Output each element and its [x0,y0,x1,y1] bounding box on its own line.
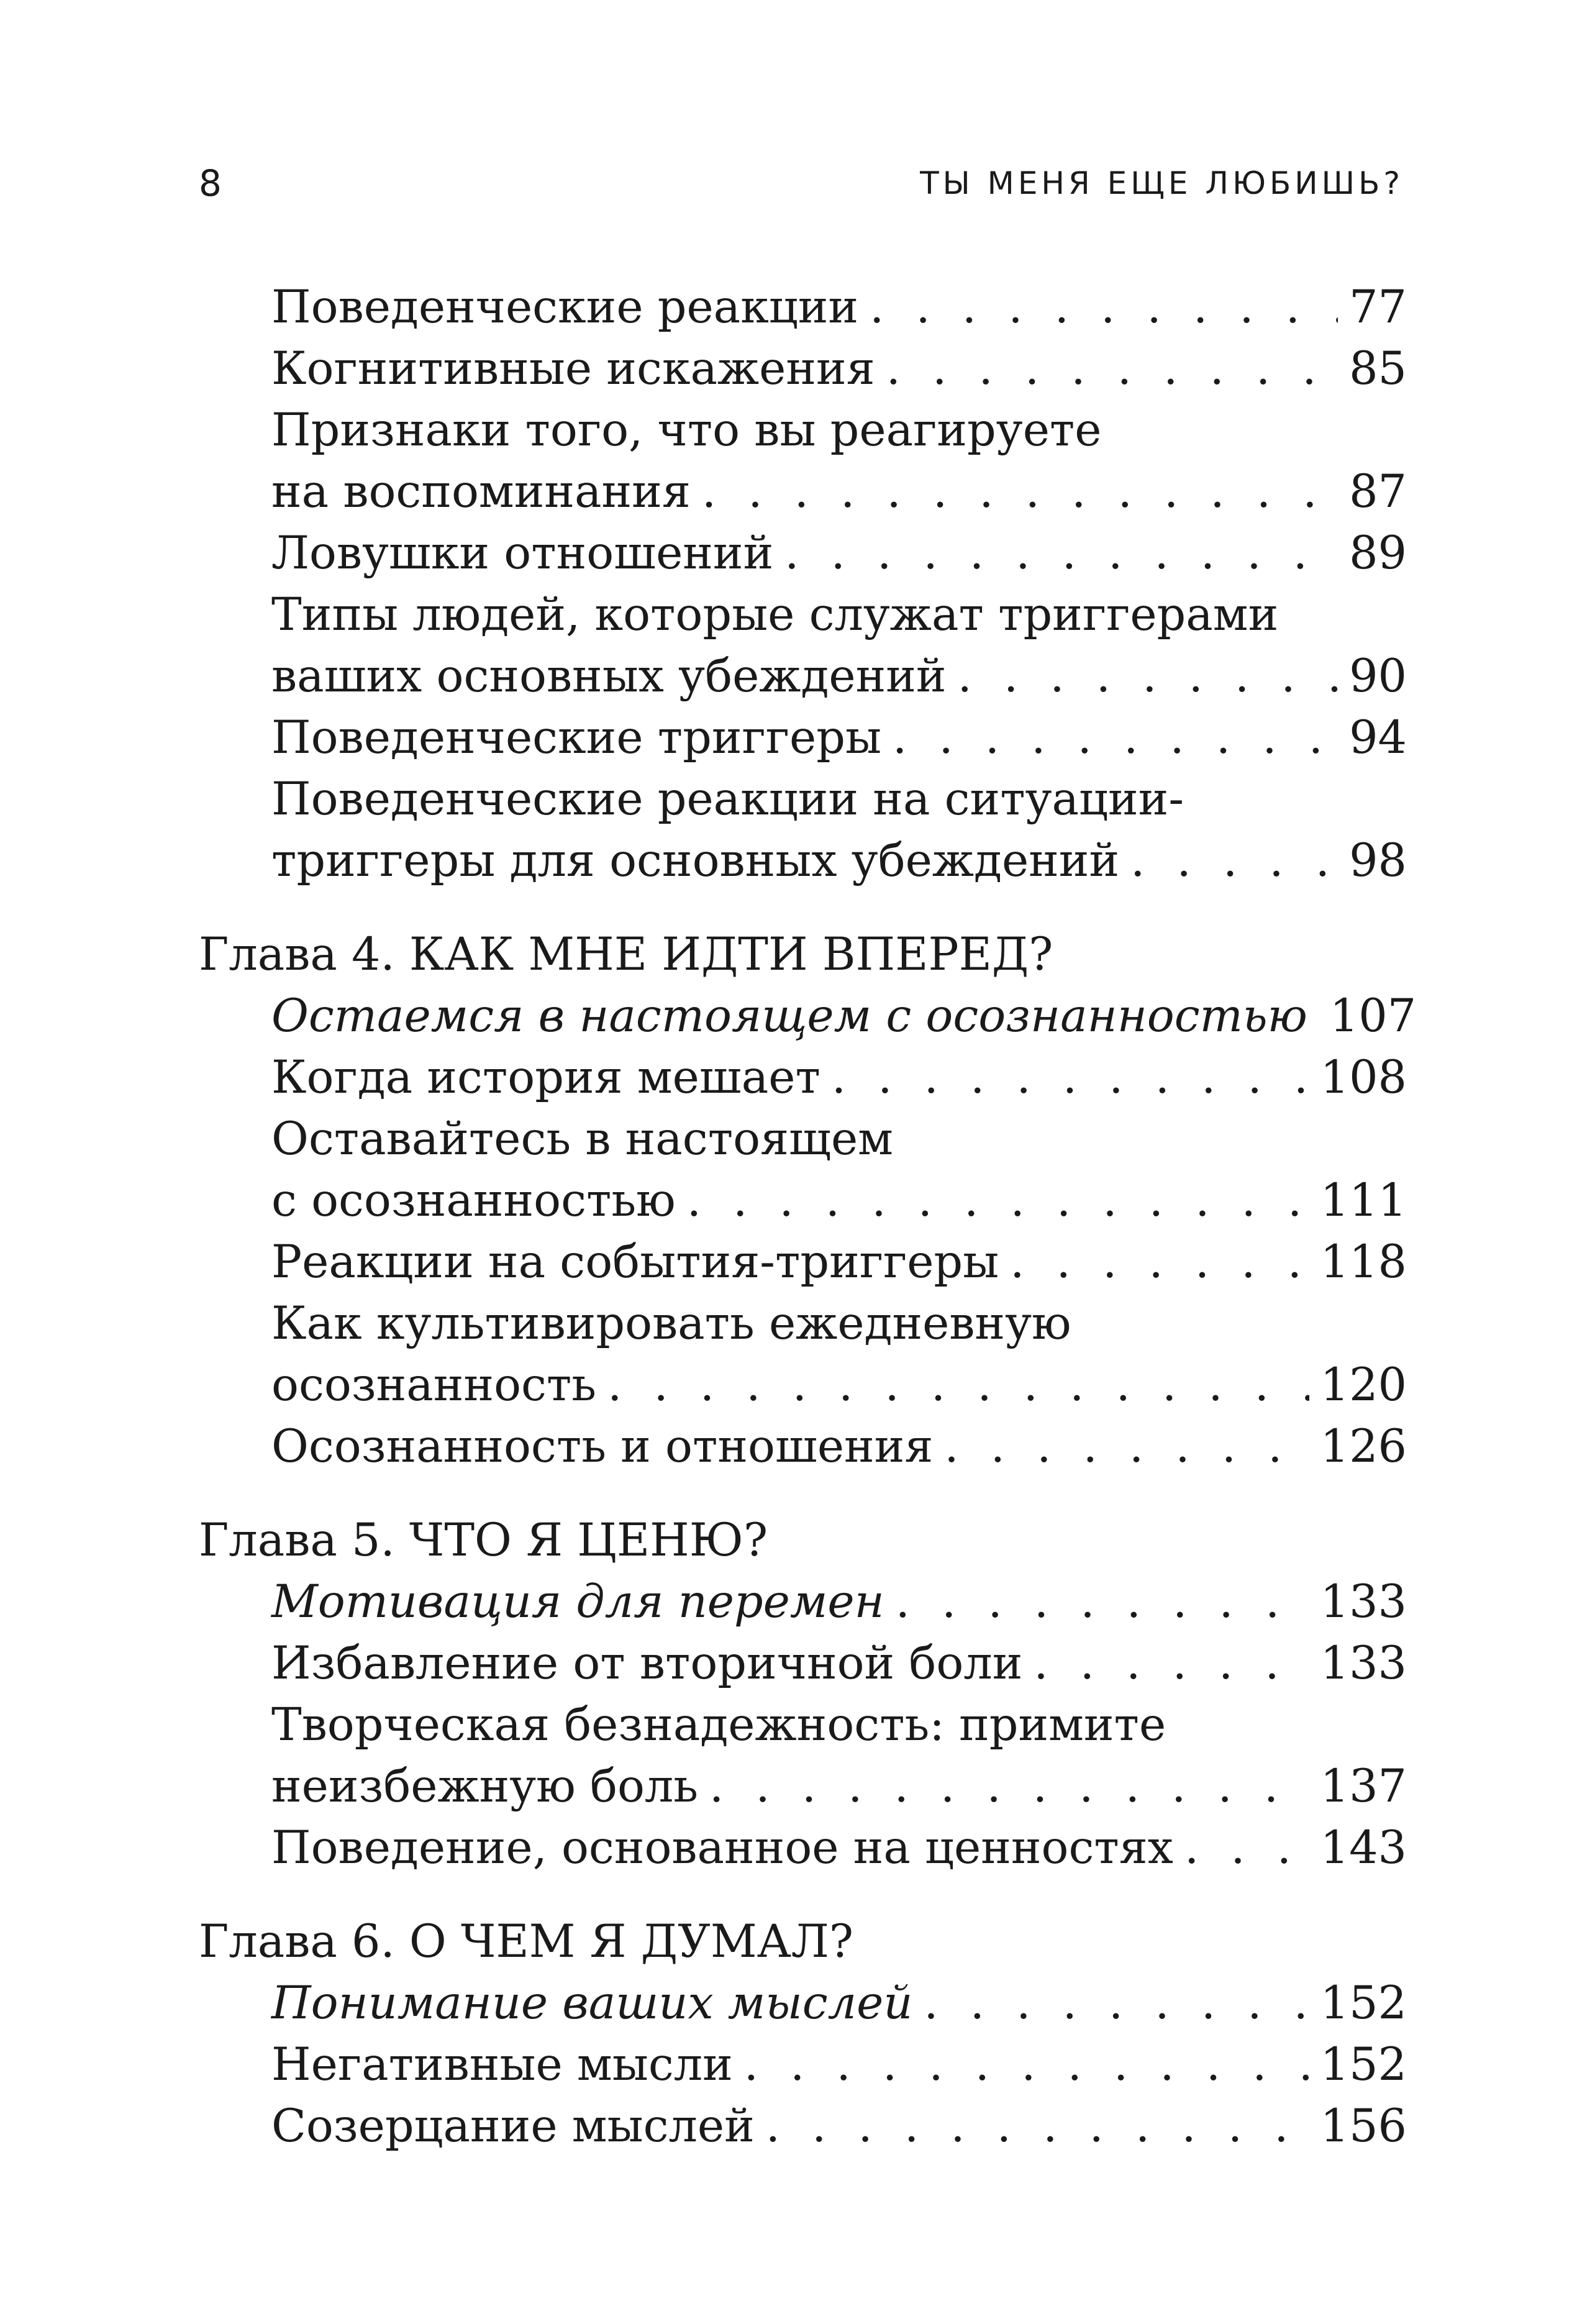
toc-page-number: 133 [1320,1637,1407,1690]
toc-entry-title: Остаемся в настоящем с осознанностью [271,990,1307,1042]
toc-entry [199,522,1407,584]
dot-leader [896,1571,1309,1633]
toc-entry [199,1354,1407,1416]
toc-entry [199,399,1407,461]
toc-entry-title: Понимание ваших мыслей [271,1977,913,2030]
toc-entry [199,645,1407,707]
toc-page-number: 137 [1320,1760,1407,1813]
toc-entry-title: Поведенческие триггеры [271,711,882,764]
toc-entry-title: Когнитивные искажения [271,342,875,395]
toc-entry [199,338,1407,399]
toc-entry [199,2095,1407,2157]
dot-leader [893,707,1338,768]
toc-entry-title: с осознанностью [271,1174,676,1227]
toc-page-number: 90 [1349,650,1407,703]
toc-entry-title: Созерцание мыслей [271,2100,755,2153]
chapter-heading [199,924,1407,985]
page-number: 8 [199,162,222,204]
toc-entry [199,461,1407,522]
toc-entry-title: ваших основных убеждений [271,650,947,703]
toc-entry [199,1231,1407,1293]
toc-entry [199,1633,1407,1694]
toc-entry-title: Поведение, основанное на ценностях [271,1821,1173,1874]
dot-leader [958,645,1338,707]
toc-entry-title: Осознанность и отношения [271,1420,934,1473]
dot-leader [1184,1817,1309,1879]
toc-page-number: 98 [1349,834,1407,887]
dot-leader [1010,1231,1309,1293]
toc-entry-title: Когда история мешает [271,1051,820,1104]
dot-leader [607,1354,1309,1416]
dot-leader [924,1972,1309,2034]
toc-entry-title: на воспоминания [271,465,691,518]
toc-page-number: 152 [1320,1977,1407,2030]
toc-page-number: 77 [1349,281,1407,334]
table-of-contents [199,276,1417,2157]
dot-leader [766,2095,1309,2157]
dot-leader [702,461,1338,522]
dot-leader [1034,1633,1309,1694]
toc-entry-title: Негативные мысли [271,2038,733,2091]
chapter-title: Глава 5. ЧТО Я ЦЕНЮ? [199,1514,768,1567]
toc-entry [199,2034,1407,2095]
toc-entry [199,830,1407,891]
toc-entry-title: Признаки того, что вы реагируете [271,404,1102,457]
toc-entry-title: Творческая безнадежность: примите [271,1698,1166,1751]
dot-leader [784,522,1338,584]
dot-leader [886,338,1338,399]
toc-entry-title: Поведенческие реакции на ситуации- [271,773,1184,826]
toc-page-number: 108 [1320,1051,1407,1104]
toc-page-number: 156 [1320,2100,1407,2153]
toc-entry [199,1047,1407,1108]
toc-entry-title: Оставайтесь в настоящем [271,1113,893,1165]
chapter-title: Глава 4. КАК МНЕ ИДТИ ВПЕРЕД? [199,928,1053,981]
chapter-heading [199,1911,1407,1972]
toc-page-number: 107 [1329,990,1417,1042]
dot-leader [944,1416,1309,1477]
toc-page-number: 111 [1320,1174,1407,1227]
dot-leader [709,1756,1309,1817]
toc-entry [199,1972,1407,2034]
toc-entry-title: Поведенческие реакции [271,281,859,334]
toc-page-number: 120 [1320,1359,1407,1411]
toc-page-number: 143 [1320,1821,1407,1874]
toc-entry [199,1416,1407,1477]
toc-entry-title: Как культивировать ежедневную [271,1297,1071,1350]
toc-page-number: 126 [1320,1420,1407,1473]
toc-page-number: 133 [1320,1575,1407,1628]
toc-entry [199,1293,1407,1354]
toc-entry [199,584,1407,645]
toc-entry-title: Мотивация для перемен [271,1575,884,1628]
toc-entry [199,1108,1407,1170]
toc-entry-title: Реакции на события-триггеры [271,1236,999,1288]
toc-entry [199,707,1407,768]
toc-page-number: 94 [1349,711,1407,764]
toc-entry [199,1571,1407,1633]
toc-page-number: 85 [1349,342,1407,395]
toc-entry-title: Типы людей, которые служат триггерами [271,588,1279,641]
toc-page-number: 152 [1320,2038,1407,2091]
toc-entry [199,768,1407,830]
book-title: ТЫ МЕНЯ ЕЩЕ ЛЮБИШЬ? [920,165,1404,201]
toc-entry [199,1694,1407,1756]
toc-page-number: 118 [1320,1236,1407,1288]
toc-entry [199,1817,1407,1879]
dot-leader [1130,830,1338,891]
dot-leader [832,1047,1309,1108]
running-header [199,158,1404,208]
toc-entry-title: неизбежную боль [271,1760,699,1813]
toc-entry-title: Ловушки отношений [271,527,774,580]
dot-leader [870,276,1338,338]
toc-entry [199,985,1417,1047]
toc-page-number: 87 [1349,465,1407,518]
dot-leader [687,1170,1309,1231]
toc-page-number: 89 [1349,527,1407,580]
dot-leader [744,2034,1309,2095]
chapter-heading [199,1510,1407,1571]
toc-entry [199,276,1407,338]
chapter-title: Глава 6. О ЧЕМ Я ДУМАЛ? [199,1915,853,1968]
toc-entry [199,1170,1407,1231]
toc-entry-title: осознанность [271,1359,597,1411]
toc-entry-title: Избавление от вторичной боли [271,1637,1023,1690]
toc-entry-title: триггеры для основных убеждений [271,834,1120,887]
toc-entry [199,1756,1407,1817]
